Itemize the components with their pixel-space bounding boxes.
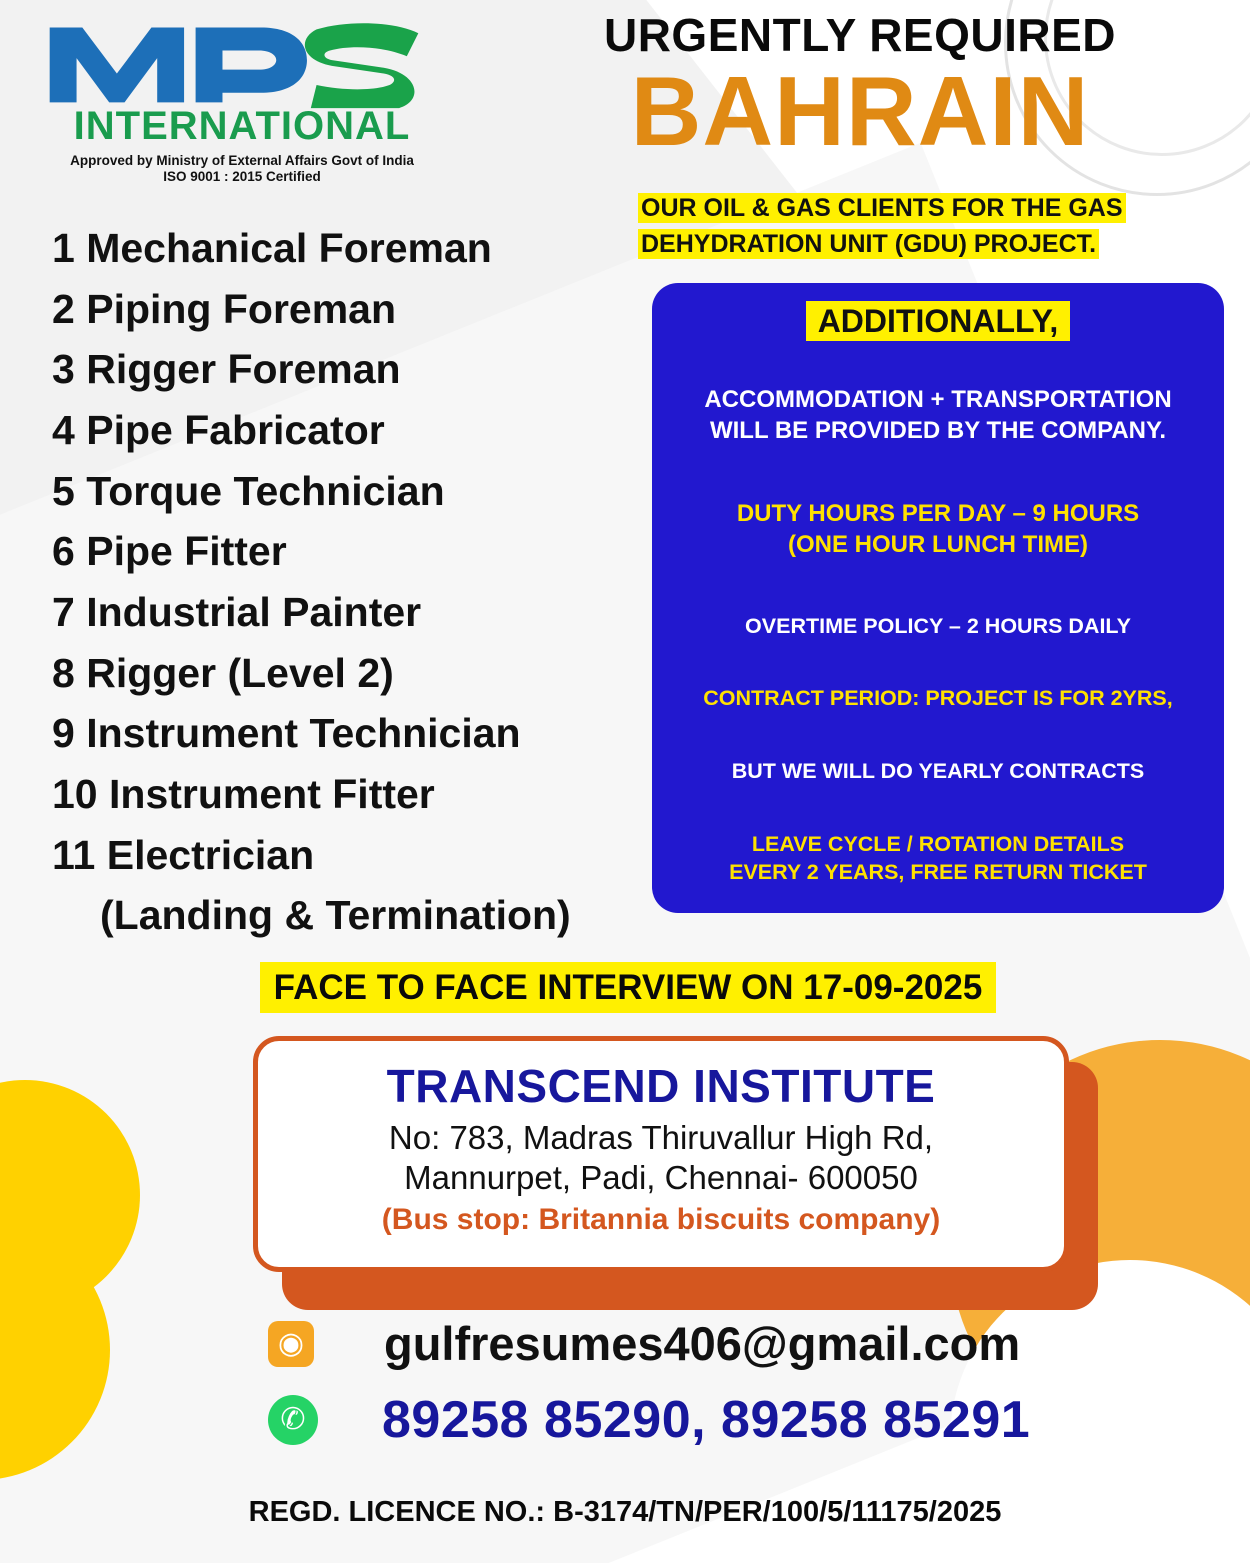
job-title: Instrument Fitter	[109, 771, 435, 818]
job-title: Rigger (Level 2)	[86, 649, 394, 696]
job-number: 7	[52, 589, 75, 636]
licence-number: REGD. LICENCE NO.: B-3174/TN/PER/100/5/11175/2025	[248, 1496, 1002, 1528]
contact-email-text[interactable]: gulfresumes406@gmail.com	[384, 1317, 1021, 1370]
benefit-line-1: BUT WE WILL DO YEARLY CONTRACTS	[731, 759, 1145, 783]
benefit-item-overtime	[652, 613, 1224, 641]
benefits-heading	[652, 303, 1224, 340]
list-item	[52, 764, 652, 825]
job-number: 6	[52, 528, 75, 575]
job-number: 5	[52, 467, 75, 514]
client-description-text: OUR OIL & GAS CLIENTS FOR THE GAS DEHYDRATION UNIT (GDU) PROJECT.	[638, 193, 1126, 259]
list-item	[52, 582, 652, 643]
job-number: 8	[52, 649, 75, 696]
job-title: Pipe Fabricator	[86, 407, 385, 454]
logo-international-text: INTERNATIONAL	[73, 104, 411, 148]
job-title: Industrial Painter	[86, 589, 422, 636]
job-number: 1	[52, 225, 75, 271]
job-title: Mechanical Foreman	[86, 225, 492, 271]
contact-email-row[interactable]	[268, 1316, 1128, 1371]
job-title: Instrument Technician	[86, 710, 521, 757]
urgently-required-heading: URGENTLY REQUIRED	[603, 9, 1117, 61]
venue-name: TRANSCEND INSTITUTE	[386, 1060, 936, 1112]
benefit-line-2: WILL BE PROVIDED BY THE COMPANY.	[709, 416, 1167, 444]
benefit-line-1: DUTY HOURS PER DAY – 9 HOURS	[736, 500, 1140, 527]
interview-banner-text: FACE TO FACE INTERVIEW ON 17-09-2025	[260, 962, 997, 1013]
job-list-continuation: (Landing & Termination)	[100, 892, 571, 939]
job-number: 3	[52, 346, 75, 393]
venue-card	[253, 1036, 1069, 1272]
client-description	[638, 190, 1198, 263]
benefit-item-accommodation	[652, 385, 1224, 446]
benefit-line-2: EVERY 2 YEARS, FREE RETURN TICKET	[729, 859, 1147, 884]
list-item	[52, 218, 652, 279]
job-title: Electrician	[106, 831, 315, 878]
benefit-line-1: ACCOMMODATION + TRANSPORTATION	[704, 386, 1172, 413]
list-item	[52, 521, 652, 582]
job-title: Rigger Foreman	[86, 346, 401, 393]
benefit-item-yearly-contracts	[652, 758, 1224, 786]
job-number: 2	[52, 285, 75, 332]
venue-address-line-1: No: 783, Madras Thiruvallur High Rd,	[388, 1119, 934, 1156]
job-title: Torque Technician	[86, 467, 445, 514]
job-number: 4	[52, 407, 75, 454]
interview-banner	[200, 968, 1056, 1008]
list-item	[52, 461, 652, 522]
job-number: 9	[52, 710, 75, 757]
benefits-heading-text: ADDITIONALLY,	[806, 301, 1071, 341]
list-item	[52, 703, 652, 764]
benefit-line-1: OVERTIME POLICY – 2 HOURS DAILY	[745, 614, 1131, 638]
list-item	[52, 643, 652, 704]
benefits-panel-content	[652, 283, 1224, 913]
job-number: 10	[52, 771, 98, 818]
logo-approval-text: Approved by Ministry of External Affairs Govt of India	[70, 153, 414, 168]
list-item	[52, 339, 652, 400]
globe-icon: ◉	[268, 1321, 314, 1367]
benefit-item-duty-hours	[652, 499, 1224, 560]
benefit-item-contract-period	[652, 685, 1224, 713]
list-item	[52, 825, 652, 886]
country-heading: BAHRAIN	[630, 56, 1090, 166]
list-item	[52, 279, 652, 340]
list-item	[52, 400, 652, 461]
benefit-line-1: LEAVE CYCLE / ROTATION DETAILS	[751, 832, 1125, 856]
contact-phone-row[interactable]	[268, 1390, 1148, 1450]
benefit-item-leave-cycle	[652, 831, 1224, 886]
mps-logo-icon	[42, 14, 426, 110]
company-logo-block	[42, 14, 442, 184]
logo-iso-text: ISO 9001 : 2015 Certified	[163, 169, 321, 184]
job-title: Pipe Fitter	[86, 528, 287, 575]
job-list	[52, 218, 652, 946]
benefit-line-2: (ONE HOUR LUNCH TIME)	[788, 530, 1088, 558]
contact-phone-text[interactable]: 89258 85290, 89258 85291	[382, 1391, 1031, 1449]
benefit-line-1: CONTRACT PERIOD: PROJECT IS FOR 2YRS,	[703, 686, 1173, 710]
venue-address-line-2: Mannurpet, Padi, Chennai- 600050	[404, 1159, 918, 1196]
whatsapp-icon: ✆	[268, 1395, 318, 1445]
venue-bus-stop: (Bus stop: Britannia biscuits company)	[381, 1203, 941, 1236]
job-number: 11	[52, 831, 96, 878]
job-title: Piping Foreman	[86, 285, 397, 332]
